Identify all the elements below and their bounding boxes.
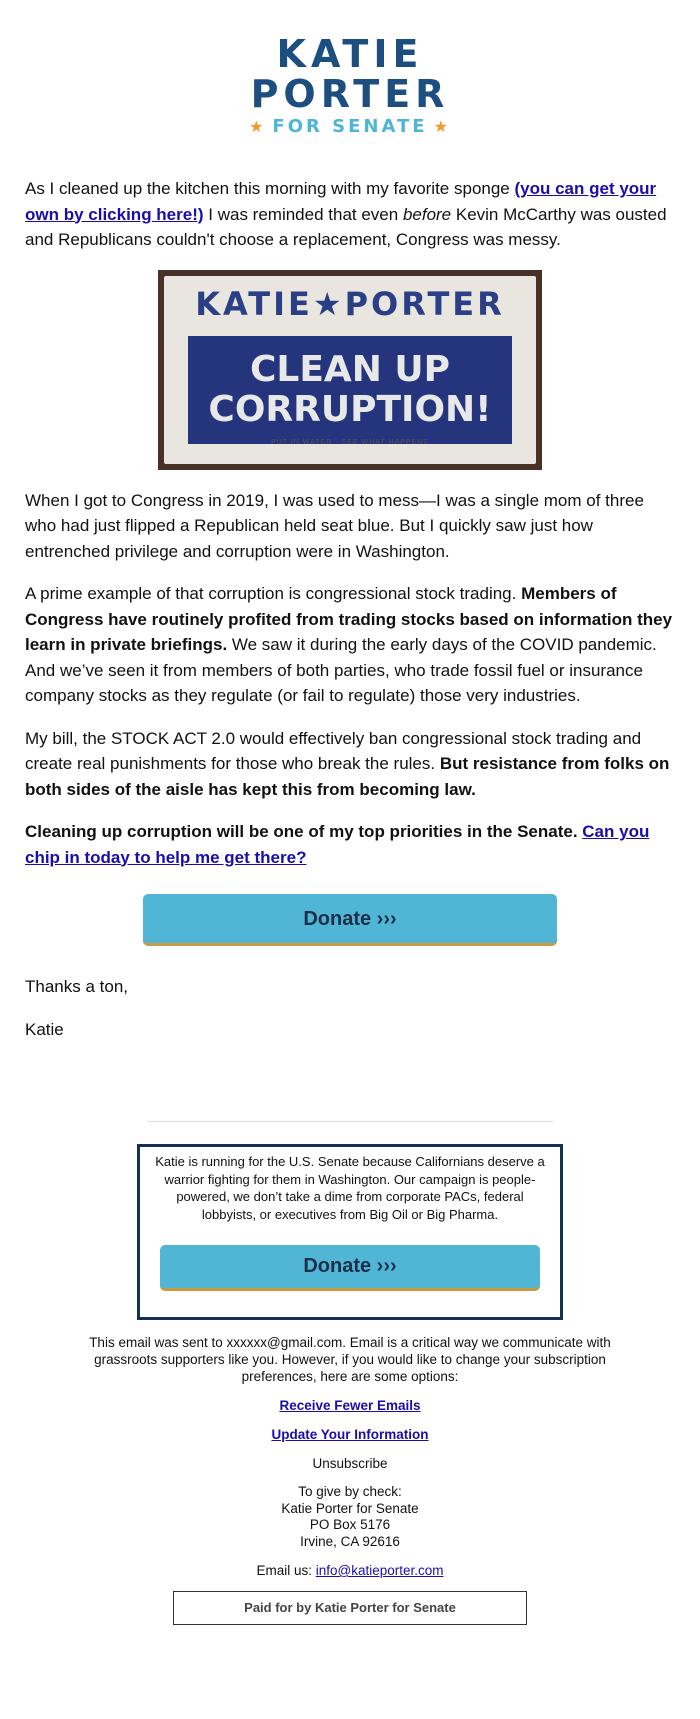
intro-italic: before [402, 204, 452, 224]
intro-paragraph [25, 176, 675, 253]
sponge-image [158, 270, 542, 470]
paragraph-2: When I got to Congress in 2019, I was used to mess—I was a single mom of three who had just flipped a Republican held seat blue. But I quickly saw just how entrenched privilege and corruption were in Washington. [25, 490, 644, 561]
sponge-panel [188, 336, 512, 444]
logo-line-1: KATIE [276, 32, 424, 76]
p3-text: A prime example of that corruption is congressional stock trading. [25, 584, 522, 603]
intro-text-2: I was reminded that even [203, 204, 403, 224]
email-label: Email us: [256, 1563, 316, 1578]
sponge-panel-line-1: CLEAN UP [249, 348, 451, 390]
paragraph-4 [25, 726, 675, 803]
p4-bold: But resistance from folks on both sides of the aisle has kept this from becoming law. [25, 754, 670, 799]
chip-in-link[interactable]: Can you chip in today to help me get there? [25, 822, 650, 867]
unsubscribe-link[interactable]: Unsubscribe [312, 1456, 388, 1471]
sponge-top-text: KATIE★PORTER [195, 284, 505, 323]
check-address [70, 1484, 630, 1550]
paid-for-disclaimer: Paid for by Katie Porter for Senate [173, 1591, 527, 1625]
footer-email [70, 1562, 630, 1579]
footer-sent-to: This email was sent to xxxxxx@gmail.com. Email is a critical way we communicate with grassroots supporters like you. However, if you would like to change your subscription preferences, here are some options: [89, 1335, 611, 1384]
logo-tagline: FOR SENATE [272, 116, 428, 137]
p3-bold: Members of Congress have routinely profited from trading stocks based on information they learn in private briefings. [25, 584, 673, 654]
footer-update [70, 1426, 630, 1443]
signoff [0, 974, 700, 1042]
campaign-logo [0, 0, 700, 146]
update-information-link[interactable]: Update Your Information [271, 1427, 429, 1442]
check-title: To give by check: [298, 1484, 402, 1499]
signoff-name: Katie [25, 1020, 64, 1039]
receive-fewer-emails-link[interactable]: Receive Fewer Emails [279, 1398, 421, 1413]
footer-unsubscribe [70, 1455, 630, 1472]
sponge-surface [164, 276, 536, 464]
campaign-info-text: Katie is running for the U.S. Senate because Californians deserve a warrior fighting for them in Washington. Our campaign is people-powered, we don’t take a dime from corporate PACs, federal lobbyists, or executives from Big Oil or Big Pharma. [155, 1154, 545, 1222]
star-icon: ★ [433, 117, 451, 136]
paragraph-3 [25, 581, 675, 709]
logo-line-2: PORTER [250, 72, 450, 116]
p4-text: My bill, the STOCK ACT 2.0 would effectively ban congressional stock trading and create real punishments for those who break the rules. [25, 728, 642, 773]
check-po: PO Box 5176 [309, 1517, 391, 1532]
donate-button-secondary[interactable]: Donate ››› [160, 1245, 540, 1291]
p3-text-2: We saw it during the early days of the COVID pandemic. And we’ve seen it from members of both parties, who trade fossil fuel or insurance company stocks as they regulate (or fail to regulate) those very industries. [25, 635, 657, 705]
star-icon: ★ [249, 117, 267, 136]
logo-line-3 [0, 114, 700, 140]
p5-bold: Cleaning up corruption will be one of my top priorities in the Senate. [25, 822, 578, 841]
email-link[interactable]: info@katieporter.com [315, 1563, 444, 1578]
signoff-thanks: Thanks a ton, [25, 977, 129, 996]
email-footer [0, 1320, 700, 1625]
check-name: Katie Porter for Senate [281, 1500, 419, 1516]
divider [147, 1121, 553, 1122]
sponge-panel-line-2: CORRUPTION! [208, 388, 492, 430]
sponge-tiny-text: PUT IN WATER · SEE WHAT HAPPENS [271, 439, 429, 446]
intro-text-3: Kevin McCarthy was ousted and Republicans couldn't choose a replacement, Congress was messy. [25, 204, 667, 249]
sponge-link[interactable]: (you can get your own by clicking here!) [25, 179, 657, 224]
check-city: Irvine, CA 92616 [300, 1533, 400, 1549]
intro-text: As I cleaned up the kitchen this morning with my favorite sponge [25, 179, 515, 198]
campaign-info-box [137, 1144, 563, 1320]
paragraph-5 [25, 819, 675, 870]
footer-fewer [70, 1397, 630, 1414]
message-body [0, 176, 700, 870]
donate-button[interactable]: Donate ››› [143, 894, 557, 946]
